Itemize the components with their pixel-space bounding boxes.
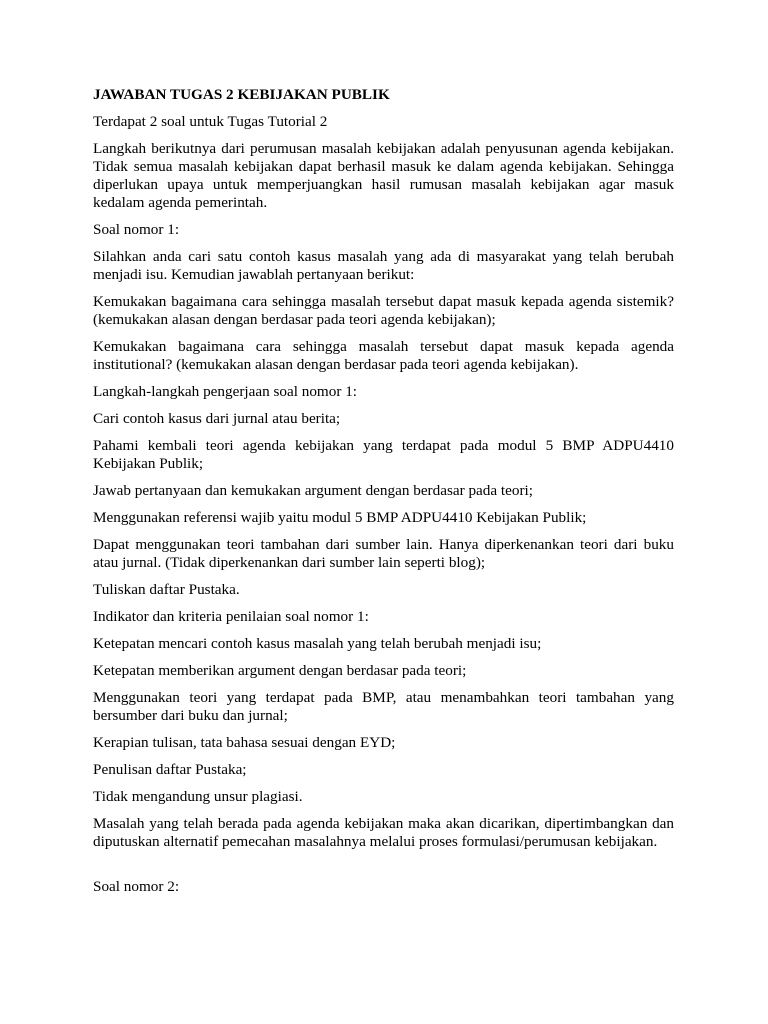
step-item: Pahami kembali teori agenda kebijakan yang terdapat pada modul 5 BMP ADPU4410 Kebijakan Publik; [93, 437, 674, 472]
criteria-item: Tidak mengandung unsur plagiasi. [93, 788, 303, 805]
criteria-item: Penulisan daftar Pustaka; [93, 761, 247, 778]
question-1-item-institutional: Kemukakan bagaimana cara sehingga masalah tersebut dapat masuk kepada agenda institutional? (kemukakan alasan dengan berdasar pada teori agenda kebijakan). [93, 338, 674, 373]
criteria-item: Menggunakan teori yang terdapat pada BMP, atau menambahkan teori tambahan yang bersumber dari buku dan jurnal; [93, 689, 674, 724]
criteria-item: Ketepatan mencari contoh kasus masalah yang telah berubah menjadi isu; [93, 635, 542, 652]
steps-heading: Langkah-langkah pengerjaan soal nomor 1: [93, 383, 358, 400]
context-paragraph: Langkah berikutnya dari perumusan masalah kebijakan adalah penyusunan agenda kebijakan. Tidak semua masalah kebijakan dapat berhasil masuk ke dalam agenda kebijakan. Sehingga diperlukan upaya untuk memperjuangkan hasil rumusan masalah kebijakan agar masuk kedalam agenda pemerintah. [93, 140, 674, 211]
document-title: JAWABAN TUGAS 2 KEBIJAKAN PUBLIK [93, 86, 390, 103]
criteria-item: Ketepatan memberikan argument dengan berdasar pada teori; [93, 662, 467, 679]
question-1-heading: Soal nomor 1: [93, 221, 180, 238]
question-2-heading: Soal nomor 2: [93, 878, 180, 895]
question-1-instruction: Silahkan anda cari satu contoh kasus masalah yang ada di masyarakat yang telah berubah menjadi isu. Kemudian jawablah pertanyaan berikut: [93, 248, 674, 283]
intro-paragraph: Terdapat 2 soal untuk Tugas Tutorial 2 [93, 113, 328, 130]
step-item: Jawab pertanyaan dan kemukakan argument dengan berdasar pada teori; [93, 482, 533, 499]
step-item: Dapat menggunakan teori tambahan dari sumber lain. Hanya diperkenankan teori dari buku atau jurnal. (Tidak diperkenankan dari sumber lain seperti blog); [93, 536, 674, 571]
criteria-heading: Indikator dan kriteria penilaian soal nomor 1: [93, 608, 369, 625]
criteria-item: Kerapian tulisan, tata bahasa sesuai dengan EYD; [93, 734, 396, 751]
step-item: Cari contoh kasus dari jurnal atau berita; [93, 410, 341, 427]
step-item: Menggunakan referensi wajib yaitu modul 5 BMP ADPU4410 Kebijakan Publik; [93, 509, 587, 526]
document-page [93, 86, 674, 905]
question-1-item-systemic: Kemukakan bagaimana cara sehingga masalah tersebut dapat masuk kepada agenda sistemik? (kemukakan alasan dengan berdasar pada teori agenda kebijakan); [93, 293, 674, 328]
formulation-paragraph: Masalah yang telah berada pada agenda kebijakan maka akan dicarikan, dipertimbangkan dan diputuskan alternatif pemecahan masalahnya melalui proses formulasi/perumusan kebijakan. [93, 815, 674, 850]
step-item: Tuliskan daftar Pustaka. [93, 581, 240, 598]
